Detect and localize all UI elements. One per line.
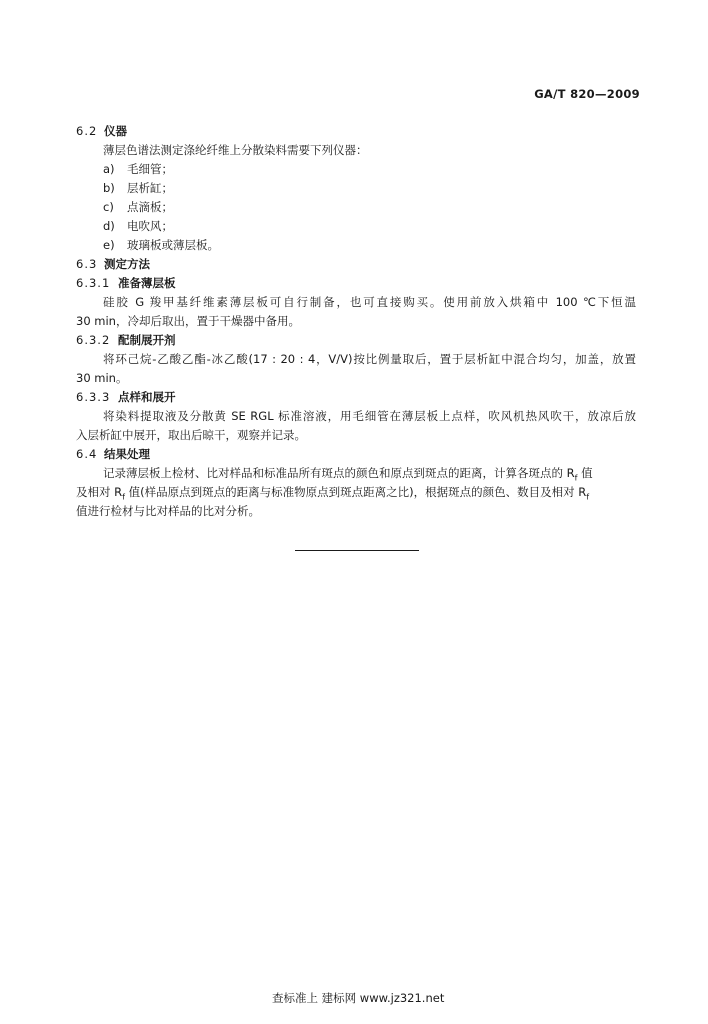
list-label: a) [103, 162, 115, 176]
section-6-3-3-paragraph-line: 将染料提取液及分散黄 SE RGL 标准溶液，用毛细管在薄层板上点样，吹风机热风吹干，放凉后放 [103, 409, 636, 423]
list-label: d) [103, 219, 115, 233]
list-label: e) [103, 238, 115, 252]
section-6-3-2-paragraph-line: 将环己烷-乙酸乙酯-冰乙酸(17 : 20 : 4，V/V)按比例量取后，置于层析缸中混合均匀，加盖，放置 [103, 352, 636, 366]
list-item [103, 199, 173, 215]
list-text: 电吹风； [127, 219, 173, 233]
section-6-3-3-heading [76, 389, 176, 405]
section-number: 6.3.3 [76, 390, 111, 404]
section-6-3-heading [76, 256, 150, 272]
section-6-3-2-paragraph-line: 30 min。 [76, 371, 128, 385]
text-fragment: 值 [577, 466, 593, 480]
section-6-3-1-heading [76, 275, 176, 291]
section-6-3-3-paragraph-line: 入层析缸中展开，取出后晾干，观察并记录。 [76, 428, 306, 442]
section-title: 测定方法 [104, 257, 150, 271]
section-6-2-heading [76, 123, 127, 139]
list-text: 毛细管； [127, 162, 173, 176]
section-6-3-2-heading [76, 332, 176, 348]
section-number: 6.3 [76, 257, 98, 271]
section-title: 结果处理 [104, 447, 150, 461]
list-text: 层析缸； [127, 181, 173, 195]
text-fragment: 值(样品原点到斑点的距离与标准物原点到斑点距离之比)，根据斑点的颜色、数目及相对 R [124, 485, 587, 499]
subscript: f [122, 492, 125, 502]
section-title: 仪器 [104, 124, 127, 138]
section-6-3-1-paragraph-line: 30 min，冷却后取出，置于干燥器中备用。 [76, 314, 300, 328]
end-rule [295, 550, 419, 551]
section-number: 6.3.2 [76, 333, 111, 347]
section-number: 6.3.1 [76, 276, 111, 290]
section-6-4-paragraph-line: 值进行检材与比对样品的比对分析。 [76, 504, 260, 518]
section-title: 点样和展开 [118, 390, 176, 404]
standard-code: GA/T 820—2009 [534, 87, 640, 101]
subscript: f [574, 473, 578, 483]
list-item [103, 161, 173, 177]
section-6-2-intro: 薄层色谱法测定涤纶纤维上分散染料需要下列仪器： [103, 143, 368, 157]
section-6-3-1-paragraph-line: 硅胶 G 羧甲基纤维素薄层板可自行制备，也可直接购买。使用前放入烘箱中 100 ℃下恒温 [103, 295, 636, 309]
text-fragment: 记录薄层板上检材、比对样品和标准品所有斑点的颜色和原点到斑点的距离，计算各斑点的 R [103, 466, 575, 480]
list-label: c) [103, 200, 114, 214]
list-label: b) [103, 181, 115, 195]
section-title: 准备薄层板 [118, 276, 176, 290]
section-6-4-heading [76, 446, 150, 462]
list-item [103, 237, 219, 253]
list-text: 点滴板； [127, 200, 173, 214]
list-text: 玻璃板或薄层板。 [127, 238, 219, 252]
text-fragment: 及相对 R [76, 485, 123, 499]
subscript: f [586, 492, 590, 502]
section-number: 6.4 [76, 447, 98, 461]
footer-watermark: 查标准上 建标网 www.jz321.net [272, 991, 445, 1005]
list-item [103, 218, 173, 234]
section-title: 配制展开剂 [118, 333, 176, 347]
list-item [103, 180, 173, 196]
section-number: 6.2 [76, 124, 98, 138]
